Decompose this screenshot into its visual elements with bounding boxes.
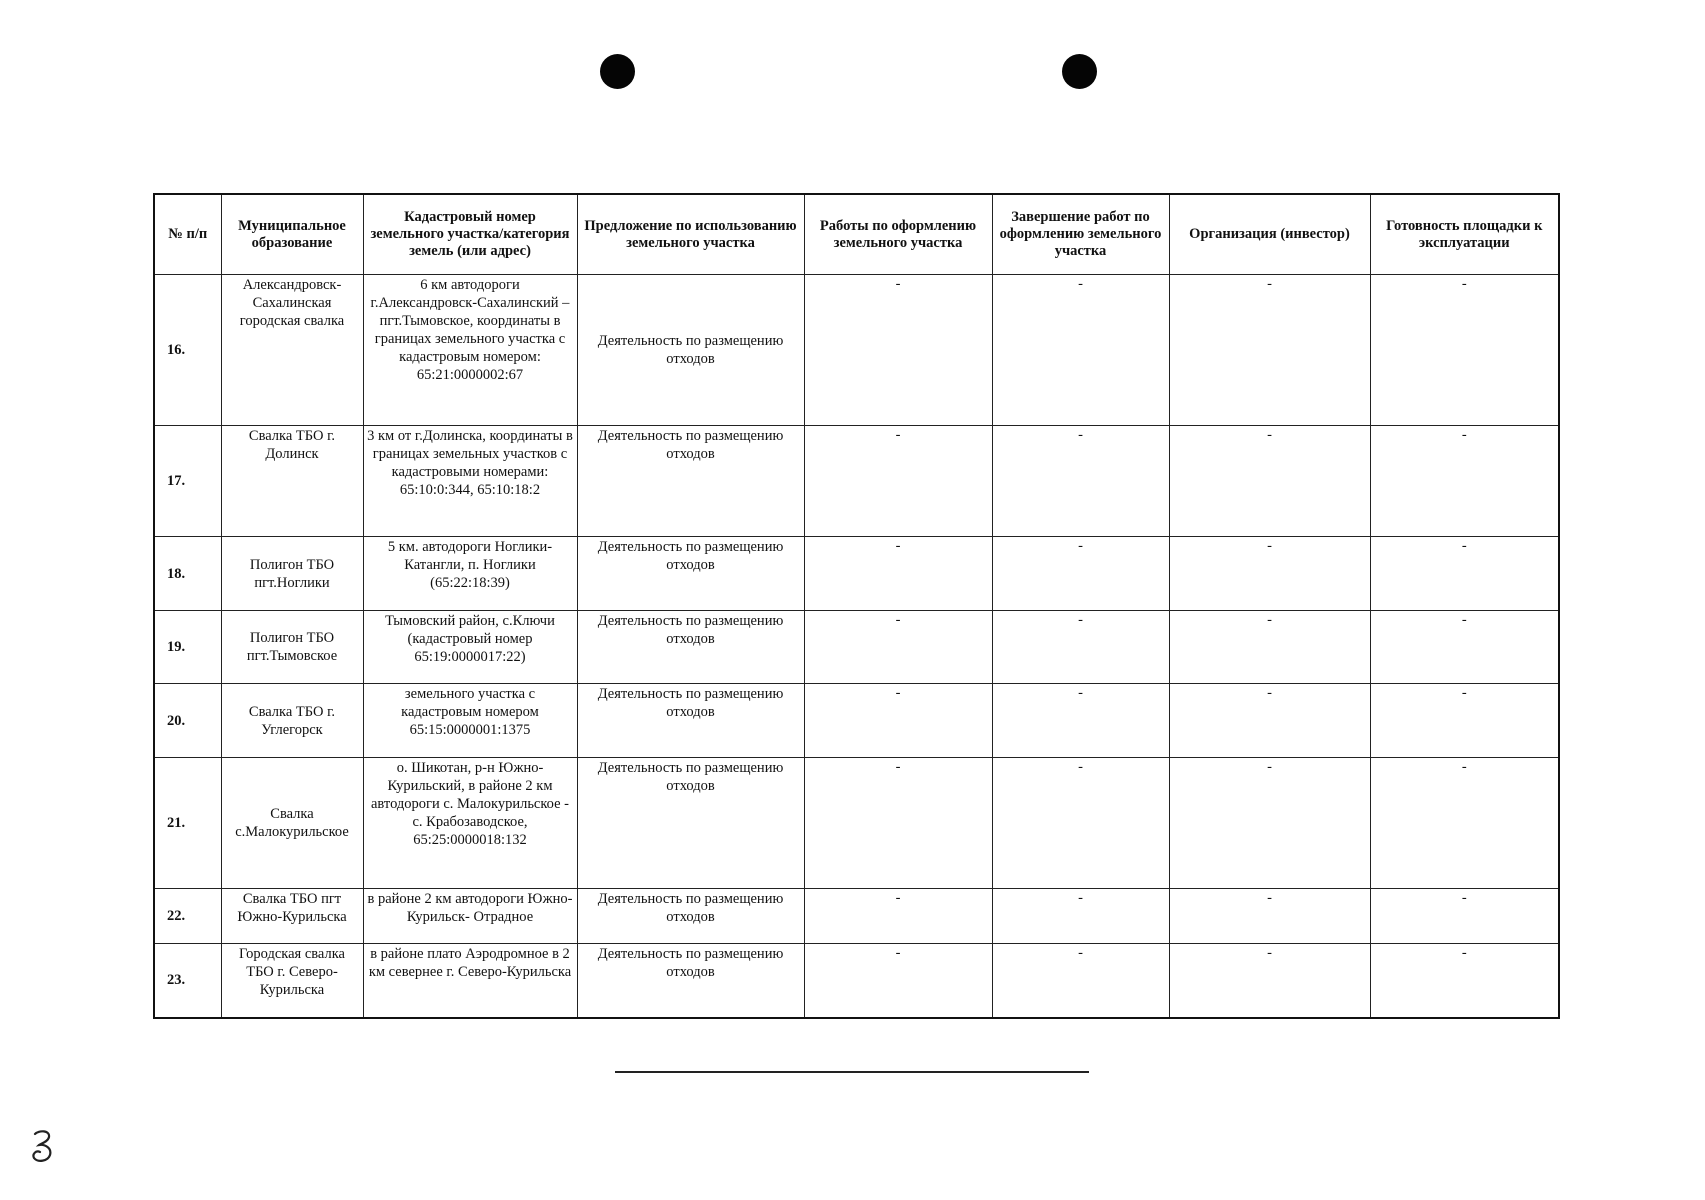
header-works-completion: Завершение работ по оформлению земельного участка [992,194,1169,275]
completion-cell: - [992,944,1169,1018]
row-number: 19. [154,611,221,684]
completion-cell: - [992,758,1169,889]
municipality-cell: Свалка с.Малокурильское [221,758,363,889]
completion-cell: - [992,537,1169,611]
header-organization: Организация (инвестор) [1169,194,1370,275]
municipality-cell: Свалка ТБО г. Долинск [221,426,363,537]
cadastral-cell: 3 км от г.Долинска, координаты в границах земельных участков с кадастровыми номерами: 65:10:0:344, 65:10:18:2 [363,426,577,537]
table-row [154,889,1559,944]
municipality-cell: Полигон ТБО пгт.Ноглики [221,537,363,611]
row-number: 22. [154,889,221,944]
completion-cell: - [992,611,1169,684]
works-cell: - [804,611,992,684]
organization-cell: - [1169,426,1370,537]
table-row [154,537,1559,611]
completion-cell: - [992,426,1169,537]
readiness-cell: - [1370,275,1559,426]
punch-hole [1062,54,1097,89]
proposal-cell: Деятельность по размещению отходов [577,537,804,611]
row-number: 20. [154,684,221,758]
organization-cell: - [1169,611,1370,684]
proposal-cell: Деятельность по размещению отходов [577,611,804,684]
cadastral-cell: 5 км. автодороги Ноглики-Катангли, п. Ноглики (65:22:18:39) [363,537,577,611]
punch-hole [600,54,635,89]
table-header-row [154,194,1559,275]
cadastral-cell: в районе плато Аэродромное в 2 км севернее г. Северо-Курильска [363,944,577,1018]
table-row [154,426,1559,537]
row-number: 21. [154,758,221,889]
table-row [154,758,1559,889]
works-cell: - [804,889,992,944]
proposal-cell: Деятельность по размещению отходов [577,684,804,758]
proposal-cell: Деятельность по размещению отходов [577,426,804,537]
header-use-proposal: Предложение по использованию земельного участка [577,194,804,275]
table-row [154,611,1559,684]
readiness-cell: - [1370,889,1559,944]
works-cell: - [804,944,992,1018]
readiness-cell: - [1370,684,1559,758]
end-of-table-rule [615,1071,1089,1073]
cadastral-cell: о. Шикотан, р-н Южно-Курильский, в районе 2 км автодороги с. Малокурильское - с. Крабозаводское, 65:25:0000018:132 [363,758,577,889]
municipality-cell: Полигон ТБО пгт.Тымовское [221,611,363,684]
cadastral-cell: земельного участка с кадастровым номером 65:15:0000001:1375 [363,684,577,758]
header-registration-works: Работы по оформлению земельного участка [804,194,992,275]
works-cell: - [804,758,992,889]
municipality-cell: Свалка ТБО г. Углегорск [221,684,363,758]
organization-cell: - [1169,537,1370,611]
readiness-cell: - [1370,537,1559,611]
header-number: № п/п [154,194,221,275]
organization-cell: - [1169,944,1370,1018]
table-row [154,275,1559,426]
row-number: 16. [154,275,221,426]
municipality-cell: Александровск-Сахалинская городская свалка [221,275,363,426]
row-number: 18. [154,537,221,611]
proposal-cell: Деятельность по размещению отходов [577,889,804,944]
works-cell: - [804,684,992,758]
row-number: 17. [154,426,221,537]
municipality-cell: Городская свалка ТБО г. Северо-Курильска [221,944,363,1018]
readiness-cell: - [1370,944,1559,1018]
organization-cell: - [1169,275,1370,426]
municipality-cell: Свалка ТБО пгт Южно-Курильска [221,889,363,944]
readiness-cell: - [1370,426,1559,537]
row-number: 23. [154,944,221,1018]
proposal-cell: Деятельность по размещению отходов [577,944,804,1018]
table-row [154,684,1559,758]
cadastral-cell: в районе 2 км автодороги Южно-Курильск- Отрадное [363,889,577,944]
organization-cell: - [1169,684,1370,758]
completion-cell: - [992,275,1169,426]
cadastral-cell: Тымовский район, с.Ключи (кадастровый номер 65:19:0000017:22) [363,611,577,684]
completion-cell: - [992,684,1169,758]
header-readiness: Готовность площадки к эксплуатации [1370,194,1559,275]
completion-cell: - [992,889,1169,944]
header-cadastral-number: Кадастровый номер земельного участка/категория земель (или адрес) [363,194,577,275]
organization-cell: - [1169,889,1370,944]
handwritten-page-number [30,1128,56,1164]
cadastral-cell: 6 км автодороги г.Александровск-Сахалинский – пгт.Тымовское, координаты в границах земельного участка с кадастровым номером: 65:21:0000002:67 [363,275,577,426]
proposal-cell: Деятельность по размещению отходов [577,275,804,426]
works-cell: - [804,426,992,537]
table-row [154,944,1559,1018]
proposal-cell: Деятельность по размещению отходов [577,758,804,889]
readiness-cell: - [1370,758,1559,889]
organization-cell: - [1169,758,1370,889]
landfill-sites-table [153,193,1560,1019]
readiness-cell: - [1370,611,1559,684]
header-municipality: Муниципальное образование [221,194,363,275]
works-cell: - [804,275,992,426]
works-cell: - [804,537,992,611]
